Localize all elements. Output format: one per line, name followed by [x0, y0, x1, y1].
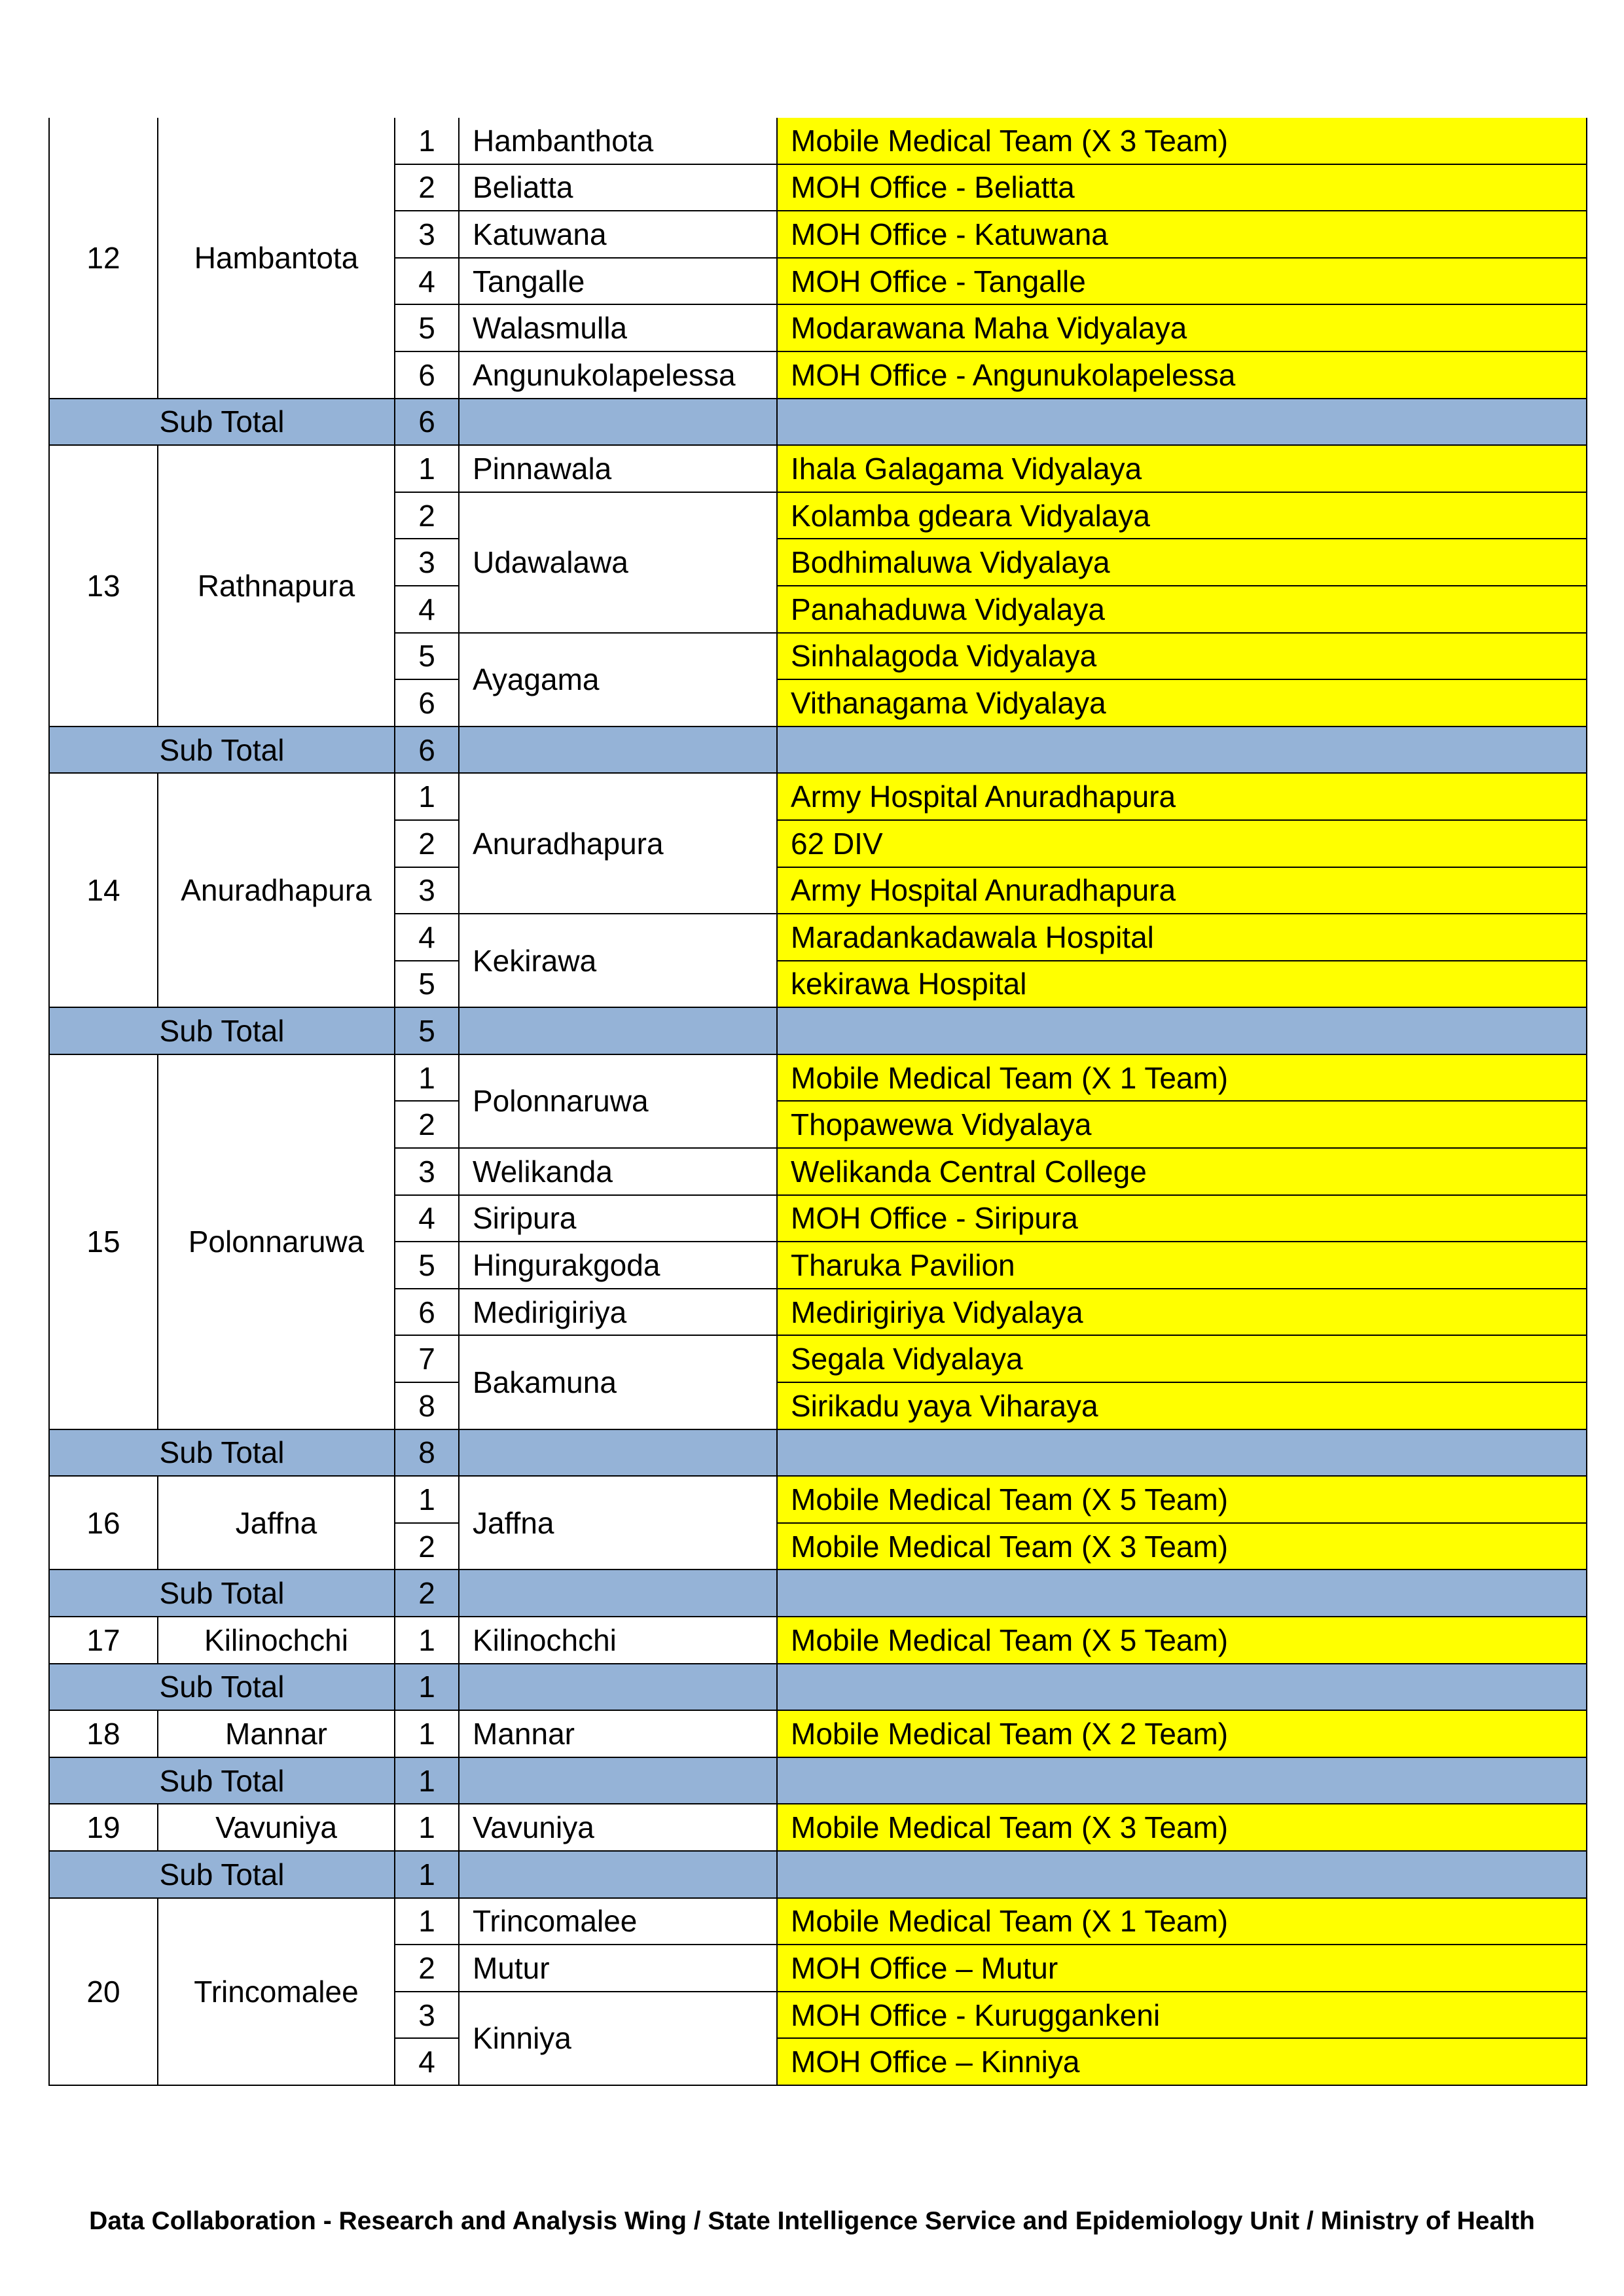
area-name: Tangalle [459, 258, 777, 305]
area-name: Welikanda [459, 1148, 777, 1195]
area-name: Beliatta [459, 164, 777, 211]
subtotal-row [49, 1570, 1587, 1617]
area-name: Vavuniya [459, 1804, 777, 1851]
center-name: Thopawewa Vidyalaya [777, 1101, 1587, 1148]
row-number: 1 [395, 1804, 459, 1851]
subtotal-value: 2 [395, 1570, 459, 1617]
row-number: 5 [395, 961, 459, 1008]
table-row [49, 1476, 1587, 1523]
subtotal-empty-cell [777, 1429, 1587, 1477]
center-name: Mobile Medical Team (X 2 Team) [777, 1710, 1587, 1757]
district-name: Hambantota [158, 118, 395, 399]
row-number: 1 [395, 1710, 459, 1757]
center-name: Maradankadawala Hospital [777, 914, 1587, 961]
area-name: Trincomalee [459, 1898, 777, 1945]
area-name: Jaffna [459, 1476, 777, 1570]
subtotal-empty-cell [459, 1007, 777, 1054]
center-name: Medirigiriya Vidyalaya [777, 1289, 1587, 1336]
row-number: 3 [395, 867, 459, 914]
district-number: 15 [49, 1054, 158, 1429]
center-name: MOH Office - Beliatta [777, 164, 1587, 211]
district-number: 14 [49, 773, 158, 1007]
row-number: 1 [395, 773, 459, 820]
row-number: 2 [395, 164, 459, 211]
subtotal-label: Sub Total [49, 1851, 395, 1898]
row-number: 7 [395, 1335, 459, 1382]
center-name: Welikanda Central College [777, 1148, 1587, 1195]
area-name: Hingurakgoda [459, 1242, 777, 1289]
row-number: 1 [395, 118, 459, 164]
area-name: Ayagama [459, 633, 777, 726]
district-name: Rathnapura [158, 445, 395, 726]
district-number: 18 [49, 1710, 158, 1757]
row-number: 1 [395, 1898, 459, 1945]
subtotal-label: Sub Total [49, 1570, 395, 1617]
row-number: 4 [395, 1195, 459, 1242]
center-name: kekirawa Hospital [777, 961, 1587, 1008]
district-number: 17 [49, 1617, 158, 1664]
subtotal-value: 6 [395, 399, 459, 446]
row-number: 3 [395, 539, 459, 586]
center-name: Mobile Medical Team (X 5 Team) [777, 1476, 1587, 1523]
district-number: 19 [49, 1804, 158, 1851]
table-row [49, 118, 1587, 164]
center-name: Segala Vidyalaya [777, 1335, 1587, 1382]
area-name: Pinnawala [459, 445, 777, 492]
subtotal-label: Sub Total [49, 1007, 395, 1054]
row-number: 5 [395, 1242, 459, 1289]
table-row [49, 1617, 1587, 1664]
row-number: 6 [395, 679, 459, 726]
subtotal-value: 1 [395, 1851, 459, 1898]
center-name: Mobile Medical Team (X 3 Team) [777, 1523, 1587, 1570]
center-name: Bodhimaluwa Vidyalaya [777, 539, 1587, 586]
center-name: Modarawana Maha Vidyalaya [777, 304, 1587, 351]
subtotal-row [49, 726, 1587, 774]
subtotal-empty-cell [459, 1851, 777, 1898]
row-number: 8 [395, 1382, 459, 1429]
district-number: 20 [49, 1898, 158, 2085]
subtotal-empty-cell [459, 1757, 777, 1804]
area-name: Polonnaruwa [459, 1054, 777, 1148]
subtotal-value: 6 [395, 726, 459, 774]
row-number: 6 [395, 1289, 459, 1336]
center-name: Vithanagama Vidyalaya [777, 679, 1587, 726]
center-name: Sinhalagoda Vidyalaya [777, 633, 1587, 680]
row-number: 1 [395, 445, 459, 492]
district-name: Kilinochchi [158, 1617, 395, 1664]
district-name: Trincomalee [158, 1898, 395, 2085]
row-number: 2 [395, 820, 459, 867]
row-number: 5 [395, 304, 459, 351]
subtotal-empty-cell [459, 726, 777, 774]
center-name: Mobile Medical Team (X 1 Team) [777, 1898, 1587, 1945]
row-number: 2 [395, 492, 459, 539]
subtotal-empty-cell [777, 1757, 1587, 1804]
subtotal-row [49, 1007, 1587, 1054]
subtotal-row [49, 1851, 1587, 1898]
table-row [49, 1710, 1587, 1757]
table-row [49, 1804, 1587, 1851]
subtotal-empty-cell [777, 726, 1587, 774]
center-name: MOH Office – Mutur [777, 1945, 1587, 1992]
area-name: Mannar [459, 1710, 777, 1757]
center-name: Kolamba gdeara Vidyalaya [777, 492, 1587, 539]
center-name: Tharuka Pavilion [777, 1242, 1587, 1289]
table-row [49, 1898, 1587, 1945]
area-name: Anuradhapura [459, 773, 777, 914]
subtotal-value: 1 [395, 1757, 459, 1804]
subtotal-empty-cell [459, 1664, 777, 1711]
center-name: Sirikadu yaya Viharaya [777, 1382, 1587, 1429]
row-number: 2 [395, 1101, 459, 1148]
table-row [49, 773, 1587, 820]
area-name: Kilinochchi [459, 1617, 777, 1664]
district-number: 13 [49, 445, 158, 726]
subtotal-label: Sub Total [49, 1664, 395, 1711]
subtotal-value: 5 [395, 1007, 459, 1054]
subtotal-empty-cell [777, 1570, 1587, 1617]
row-number: 4 [395, 586, 459, 633]
district-name: Jaffna [158, 1476, 395, 1570]
center-name: Panahaduwa Vidyalaya [777, 586, 1587, 633]
center-name: MOH Office - Siripura [777, 1195, 1587, 1242]
row-number: 1 [395, 1476, 459, 1523]
center-name: MOH Office - Tangalle [777, 258, 1587, 305]
subtotal-empty-cell [777, 399, 1587, 446]
row-number: 6 [395, 351, 459, 399]
center-name: Mobile Medical Team (X 1 Team) [777, 1054, 1587, 1102]
subtotal-empty-cell [777, 1664, 1587, 1711]
center-name: 62 DIV [777, 820, 1587, 867]
area-name: Mutur [459, 1945, 777, 1992]
area-name: Kinniya [459, 1992, 777, 2085]
district-name: Polonnaruwa [158, 1054, 395, 1429]
subtotal-label: Sub Total [49, 1429, 395, 1477]
footer-credit: Data Collaboration - Research and Analysis Wing / State Intelligence Service and Epidemiology Unit / Ministry of Health [89, 2207, 1535, 2235]
district-name: Vavuniya [158, 1804, 395, 1851]
area-name: Siripura [459, 1195, 777, 1242]
row-number: 4 [395, 258, 459, 305]
district-name: Mannar [158, 1710, 395, 1757]
row-number: 3 [395, 1992, 459, 2039]
center-name: Mobile Medical Team (X 5 Team) [777, 1617, 1587, 1664]
center-name: Army Hospital Anuradhapura [777, 867, 1587, 914]
center-name: Army Hospital Anuradhapura [777, 773, 1587, 820]
subtotal-label: Sub Total [49, 726, 395, 774]
area-name: Udawalawa [459, 492, 777, 633]
row-number: 2 [395, 1523, 459, 1570]
row-number: 1 [395, 1054, 459, 1102]
table-row [49, 1054, 1587, 1102]
subtotal-empty-cell [777, 1007, 1587, 1054]
row-number: 4 [395, 2038, 459, 2085]
area-name: Katuwana [459, 211, 777, 258]
row-number: 4 [395, 914, 459, 961]
area-name: Bakamuna [459, 1335, 777, 1429]
row-number: 2 [395, 1945, 459, 1992]
subtotal-empty-cell [459, 399, 777, 446]
center-name: Mobile Medical Team (X 3 Team) [777, 118, 1587, 164]
subtotal-label: Sub Total [49, 1757, 395, 1804]
center-name: MOH Office - Angunukolapelessa [777, 351, 1587, 399]
center-name: MOH Office - Kuruggankeni [777, 1992, 1587, 2039]
subtotal-row [49, 1429, 1587, 1477]
area-name: Medirigiriya [459, 1289, 777, 1336]
district-number: 16 [49, 1476, 158, 1570]
row-number: 3 [395, 211, 459, 258]
district-number: 12 [49, 118, 158, 399]
subtotal-empty-cell [459, 1429, 777, 1477]
center-name: Ihala Galagama Vidyalaya [777, 445, 1587, 492]
subtotal-empty-cell [777, 1851, 1587, 1898]
area-name: Walasmulla [459, 304, 777, 351]
subtotal-label: Sub Total [49, 399, 395, 446]
center-name: MOH Office - Katuwana [777, 211, 1587, 258]
subtotal-empty-cell [459, 1570, 777, 1617]
subtotal-row [49, 399, 1587, 446]
row-number: 5 [395, 633, 459, 680]
table-row [49, 445, 1587, 492]
row-number: 3 [395, 1148, 459, 1195]
subtotal-row [49, 1664, 1587, 1711]
district-name: Anuradhapura [158, 773, 395, 1007]
area-name: Hambanthota [459, 118, 777, 164]
subtotal-row [49, 1757, 1587, 1804]
area-name: Angunukolapelessa [459, 351, 777, 399]
center-name: MOH Office – Kinniya [777, 2038, 1587, 2085]
distribution-table-page [48, 118, 1586, 2086]
subtotal-value: 1 [395, 1664, 459, 1711]
subtotal-value: 8 [395, 1429, 459, 1477]
center-name: Mobile Medical Team (X 3 Team) [777, 1804, 1587, 1851]
distribution-table [48, 118, 1587, 2086]
area-name: Kekirawa [459, 914, 777, 1007]
row-number: 1 [395, 1617, 459, 1664]
